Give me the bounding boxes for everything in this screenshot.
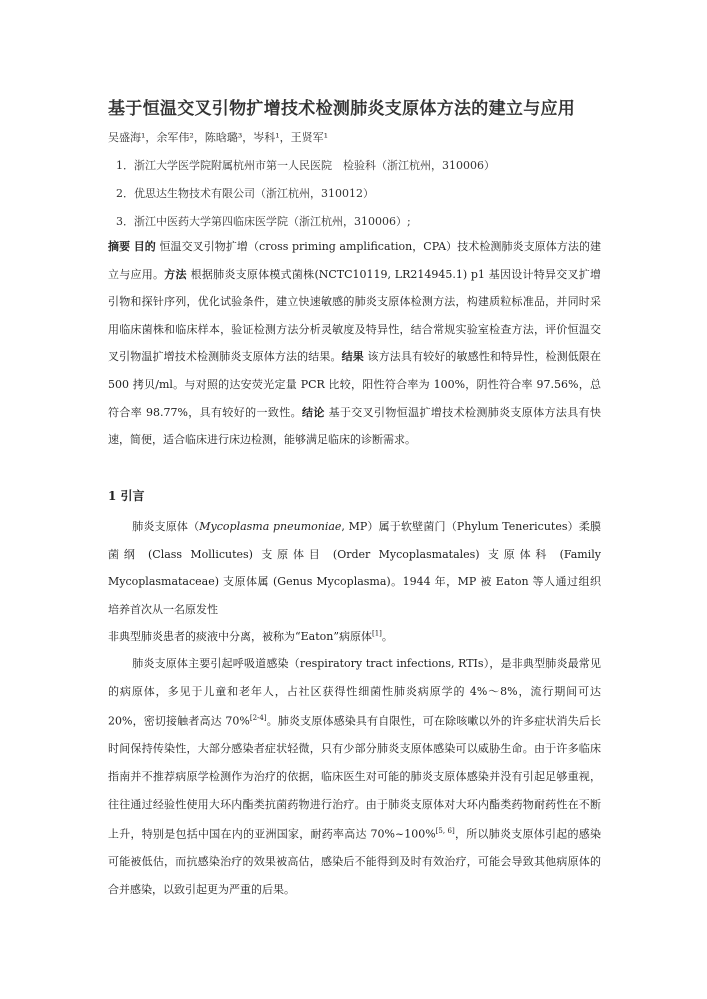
objective-text: 恒温交叉引物扩增（cross priming amplification，CPA）技术检测肺炎支原体方法的建立与应用。: [108, 240, 602, 281]
intro-p3-text-c: ，所以肺炎支原体引起的感染可能被低估，而抗感染治疗的效果被高估，感染后不能得到及时有效治疗，可能会导致其他病原体的合并感染，以致引起更为严重的后果。: [108, 827, 602, 897]
intro-paragraph-2: [108, 628, 393, 644]
intro-p2-text: 非典型肺炎患者的痰液中分离，被称为“Eaton”病原体: [108, 630, 372, 643]
citation-ref: [5, 6]: [435, 827, 455, 836]
affiliation-2: 2．优思达生物技术有限公司（浙江杭州，310012）: [116, 187, 374, 200]
section-heading: 1 引言: [108, 489, 145, 503]
results-label: 结果: [341, 350, 364, 364]
objective-label: 目的: [133, 240, 156, 253]
intro-p3-text-b: 。肺炎支原体感染具有自限性，可在除咳嗽以外的许多症状消失后长时间保持传染性，大部分感染者症状轻微，只有少部分肺炎支原体感染可以威胁生命。由于许多临床指南并不推荐病原学检测作为治疗的依据，临床医生对可能的肺炎支原体感染并没有引起足够重视，往往通过经验性使用大环内酯类抗菌药物进行治疗。由于肺炎支原体对大环内酯类药物耐药性在不断上升，特别是包括中国在内的亚洲国家，耐药率高达 70%~100%: [108, 714, 601, 841]
abstract-paragraph: [108, 233, 601, 454]
intro-p2-end: 。: [381, 630, 393, 643]
paper-title: 基于恒温交叉引物扩增技术检测肺炎支原体方法的建立与应用: [108, 99, 576, 119]
author-list: 吴盛海¹，余军伟²，陈晗璐³，岑科¹，王贤军¹: [108, 131, 329, 144]
species-name: Mycoplasma pneumoniae: [199, 520, 342, 533]
conclusion-text: 基于交叉引物恒温扩增技术检测肺炎支原体方法具有快速，简便，适合临床进行床边检测，能够满足临床的诊断需求。: [108, 405, 602, 447]
intro-p1-text-a: 肺炎支原体（: [132, 520, 200, 533]
intro-p1-text-b: , MP）属于软壁菌门（Phylum Tenericutes）柔膜菌纲 (Class Mollicutes) 支原体目 (Order Mycoplasmatales) 支原体科 (Family Mycoplasmataceae) 支原体属 (Genus Mycoplasma)。1944 年，MP 被 Eaton 等人通过组织培养首次从一名原发性: [108, 520, 602, 616]
methods-label: 方法: [164, 267, 187, 281]
conclusion-label: 结论: [301, 405, 325, 419]
affiliation-1: 1．浙江大学医学院附属杭州市第一人民医院 检验科（浙江杭州，310006）: [116, 159, 495, 172]
citation-ref: [2-4]: [249, 714, 267, 723]
methods-text: 根据肺炎支原体模式菌株(NCTC10119, LR214945.1) p1 基因设计特异交叉扩增引物和探针序列，优化试验条件，建立快速敏感的肺炎支原体检测方法，构建质粒标准品，并同时采用临床菌株和临床样本，验证检测方法分析灵敏度及特异性，结合常规实验室检查方法，评价恒温交叉引物温扩增技术检测肺炎支原体方法的结果。: [108, 267, 602, 364]
intro-p3-text-a: 肺炎支原体主要引起呼吸道感染（respiratory tract infections, RTIs），是非典型肺炎最常见的病原体，多见于儿童和老年人，占社区获得性细菌性肺炎病原学的 4%～8%，流行期间可达 20%，密切接触者高达 70%: [108, 657, 601, 728]
intro-paragraph-1: [108, 513, 601, 623]
results-text: 该方法具有较好的敏感性和特异性，检测低限在 500 拷贝/ml。与对照的达安荧光定量 PCR 比较，阳性符合率为 100%，阴性符合率 97.56%，总符合率 98.77%，具有较好的一致性。: [108, 350, 601, 419]
affiliation-3: 3．浙江中医药大学第四临床医学院（浙江杭州，310006）;: [116, 215, 411, 228]
citation-ref: [1]: [371, 629, 382, 638]
intro-paragraph-3: [108, 650, 601, 904]
abstract-label: 摘要: [108, 240, 131, 253]
